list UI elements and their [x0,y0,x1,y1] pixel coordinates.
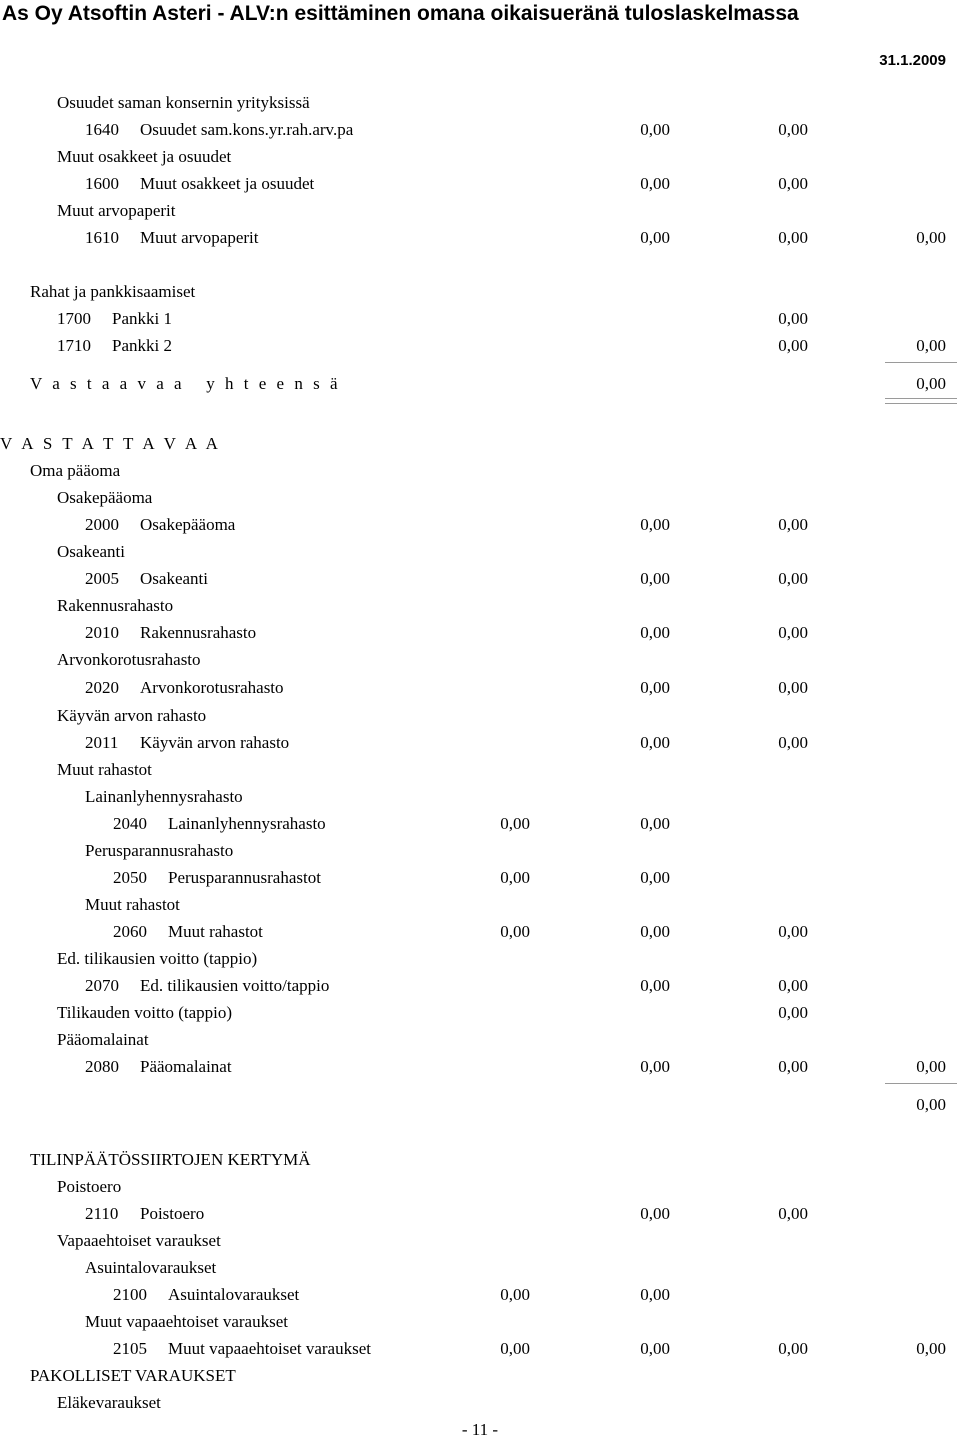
ledger-row [0,839,960,863]
amount-c2: 0,00 [778,623,808,642]
ledger-row [0,199,960,223]
account-code: 2105 [113,1339,147,1358]
section-heading: V a s t a a v a a y h t e e n s ä [30,374,341,393]
account-code: 2000 [85,515,119,534]
section-heading: Poistoero [57,1177,122,1196]
amount-c3: 0,00 [916,374,946,393]
ledger-row [0,920,960,944]
account-name: Osakepääoma [140,515,236,534]
amount-c2: 0,00 [778,1204,808,1223]
ledger-row [0,486,960,510]
section-heading: Pääomalainat [57,1030,149,1049]
amount-c3: 0,00 [916,1057,946,1076]
amount-c0: 0,00 [500,868,530,887]
account-name: Pankki 1 [112,309,172,328]
account-name: Pankki 2 [112,336,172,355]
account-code: 1700 [57,309,91,328]
amount-c1: 0,00 [640,623,670,642]
amount-c2: 0,00 [778,336,808,355]
section-heading: Muut vapaaehtoiset varaukset [85,1312,288,1331]
account-name: Rakennusrahasto [140,623,257,642]
account-name: Osakeanti [140,569,208,588]
subtotal-rule [885,362,957,363]
amount-c1: 0,00 [640,515,670,534]
account-code: 1710 [57,336,91,355]
ledger-row [0,172,960,196]
account-code: 2080 [85,1057,119,1076]
ledger-row [0,118,960,142]
section-heading: Käyvän arvon rahasto [57,706,207,725]
ledger-row [0,947,960,971]
amount-c1: 0,00 [640,228,670,247]
account-code: 1640 [85,120,119,139]
account-code: 2011 [85,733,119,752]
account-name: Perusparannusrahastot [168,868,321,887]
section-heading: Oma pääoma [30,461,121,480]
ledger-row [0,621,960,645]
account-name: Muut arvopaperit [140,228,259,247]
account-name: Arvonkorotusrahasto [140,678,284,697]
ledger-row [0,704,960,728]
amount-c2: 0,00 [778,174,808,193]
ledger-row [0,1093,960,1117]
report-date: 31.1.2009 [879,52,946,69]
amount-c0: 0,00 [500,1285,530,1304]
section-heading: Lainanlyhennysrahasto [85,787,243,806]
ledger-row [0,731,960,755]
ledger-row [0,1391,960,1415]
amount-c0: 0,00 [500,922,530,941]
ledger-row [0,1256,960,1280]
amount-c1: 0,00 [640,976,670,995]
account-name: Lainanlyhennysrahasto [168,814,326,833]
section-heading: Rakennusrahasto [57,596,174,615]
account-name: Muut vapaaehtoiset varaukset [168,1339,371,1358]
section-heading: Muut arvopaperit [57,201,176,220]
account-code: 2070 [85,976,119,995]
ledger-row [0,145,960,169]
section-heading: Arvonkorotusrahasto [57,650,201,669]
ledger-row [0,812,960,836]
account-code: 2100 [113,1285,147,1304]
amount-c1: 0,00 [640,678,670,697]
ledger-row [0,1175,960,1199]
ledger-row [0,785,960,809]
section-heading: PAKOLLISET VARAUKSET [30,1366,236,1385]
ledger-row [0,1364,960,1388]
ledger-row [0,280,960,304]
ledger-row [0,1229,960,1253]
amount-c2: 0,00 [778,120,808,139]
ledger-row [0,676,960,700]
ledger-row [0,334,960,358]
amount-c1: 0,00 [640,1339,670,1358]
section-heading: Muut rahastot [57,760,152,779]
ledger-row [0,1283,960,1307]
amount-c2: 0,00 [778,976,808,995]
section-heading: Vapaaehtoiset varaukset [57,1231,221,1250]
ledger-row [0,307,960,331]
section-heading: Eläkevaraukset [57,1393,161,1412]
ledger-row [0,648,960,672]
amount-c1: 0,00 [640,1057,670,1076]
amount-c1: 0,00 [640,814,670,833]
ledger-row [0,1337,960,1361]
amount-c1: 0,00 [640,1285,670,1304]
section-heading: Asuintalovaraukset [85,1258,217,1277]
section-heading: Osakeanti [57,542,125,561]
account-code: 2110 [85,1204,119,1223]
amount-c1: 0,00 [640,733,670,752]
ledger-row [0,91,960,115]
account-name: Pääomalainat [140,1057,232,1076]
amount-c2: 0,00 [778,1003,808,1022]
account-code: 2010 [85,623,119,642]
amount-c2: 0,00 [778,1057,808,1076]
ledger-row [0,893,960,917]
section-heading: Osuudet saman konsernin yrityksissä [57,93,310,112]
ledger-row [0,974,960,998]
amount-c2: 0,00 [778,309,808,328]
amount-c2: 0,00 [778,678,808,697]
ledger-row [0,226,960,250]
amount-c0: 0,00 [500,1339,530,1358]
ledger-row [0,372,960,396]
section-heading: Osakepääoma [57,488,153,507]
amount-c1: 0,00 [640,868,670,887]
section-heading: V A S T A T T A V A A [0,434,221,453]
ledger-row [0,513,960,537]
amount-c2: 0,00 [778,569,808,588]
account-name: Poistoero [140,1204,205,1223]
amount-c3: 0,00 [916,1095,946,1114]
section-heading: Tilikauden voitto (tappio) [57,1003,233,1022]
ledger-row [0,432,960,456]
account-name: Muut rahastot [168,922,263,941]
section-heading: Rahat ja pankkisaamiset [30,282,196,301]
account-name: Osuudet sam.kons.yr.rah.arv.pa [140,120,354,139]
amount-c3: 0,00 [916,228,946,247]
account-name: Muut osakkeet ja osuudet [140,174,315,193]
ledger-row [0,1055,960,1079]
total-double-rule-bottom [885,403,957,404]
section-heading: Ed. tilikausien voitto (tappio) [57,949,258,968]
amount-c1: 0,00 [640,922,670,941]
amount-c3: 0,00 [916,336,946,355]
section-heading: Muut osakkeet ja osuudet [57,147,232,166]
account-code: 1610 [85,228,119,247]
total-double-rule-top [885,398,957,399]
amount-c2: 0,00 [778,1339,808,1358]
ledger-row [0,594,960,618]
ledger-row [0,1028,960,1052]
section-heading: Perusparannusrahasto [85,841,234,860]
account-name: Ed. tilikausien voitto/tappio [140,976,330,995]
section-heading: Muut rahastot [85,895,180,914]
ledger-row [0,1310,960,1334]
account-code: 2040 [113,814,147,833]
account-name: Käyvän arvon rahasto [140,733,290,752]
amount-c2: 0,00 [778,515,808,534]
account-code: 2020 [85,678,119,697]
ledger-row [0,540,960,564]
amount-c2: 0,00 [778,228,808,247]
page-number: - 11 - [461,1420,499,1439]
amount-c1: 0,00 [640,569,670,588]
amount-c1: 0,00 [640,1204,670,1223]
account-name: Asuintalovaraukset [168,1285,300,1304]
account-code: 2060 [113,922,147,941]
amount-c1: 0,00 [640,174,670,193]
account-code: 2005 [85,569,119,588]
amount-c2: 0,00 [778,733,808,752]
ledger-row [0,567,960,591]
ledger-row [0,758,960,782]
amount-c1: 0,00 [640,120,670,139]
document-title: As Oy Atsoftin Asteri - ALV:n esittäminen omana oikaisueränä tuloslaskelmassa [2,2,799,25]
account-code: 2050 [113,868,147,887]
amount-c2: 0,00 [778,922,808,941]
ledger-row [0,1148,960,1172]
ledger-row [0,1001,960,1025]
amount-c0: 0,00 [500,814,530,833]
section-heading: TILINPÄÄTÖSSIIRTOJEN KERTYMÄ [30,1150,311,1169]
subtotal-rule [885,1083,957,1084]
ledger-row [0,459,960,483]
amount-c3: 0,00 [916,1339,946,1358]
account-code: 1600 [85,174,119,193]
ledger-row [0,866,960,890]
ledger-row [0,1202,960,1226]
